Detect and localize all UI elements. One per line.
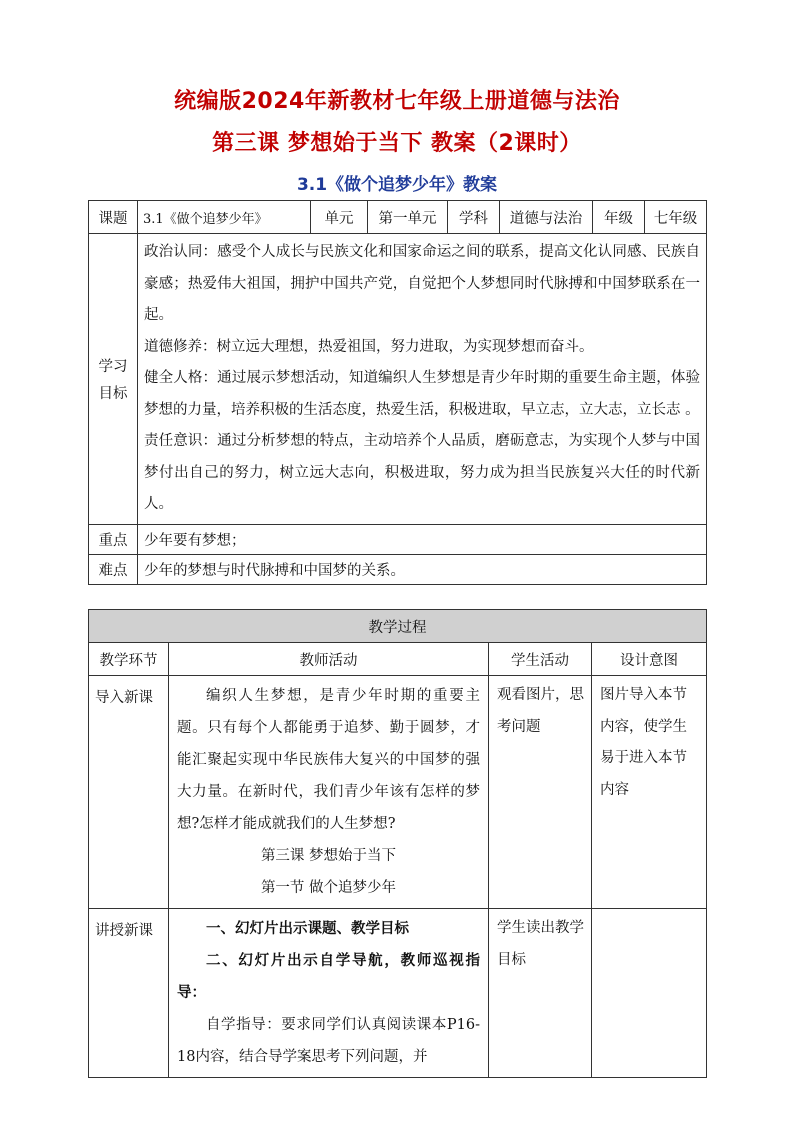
teaching-process-table [88, 609, 707, 1078]
info-header-row [89, 201, 707, 234]
doc-title: 统编版2024年新教材七年级上册道德与法治 [174, 89, 620, 114]
key-point-row [89, 524, 707, 554]
student-activity-intro: 观看图片，思考问题 [489, 676, 592, 909]
goal-personality: 健全人格：通过展示梦想活动，知道编织人生梦想是青少年时期的重要生命主题，体验梦想的力量，培养积极的生活态度，热爱生活，积极进取，早立志，立大志，立长志 。 [144, 370, 700, 418]
intro-lesson-line: 第三课 梦想始于当下 [260, 848, 397, 864]
key-point-value: 少年要有梦想； [138, 524, 707, 554]
goals-content [138, 234, 707, 525]
goal-political: 政治认同：感受个人成长与民族文化和国家命运之间的联系，提高文化认同感、民族自豪感；热爱伟大祖国，拥护中国共产党，自觉把个人梦想同时代脉搏和中国梦联系在一起。 [144, 244, 700, 323]
process-row-intro [89, 676, 707, 909]
teacher-activity-lecture [169, 909, 489, 1078]
lesson-title: 第三课 梦想始于当下 教案（2课时） [212, 131, 582, 156]
lecture-step-2: 二、幻灯片出示自学导航，教师巡视指导： [177, 952, 480, 1001]
subject-value: 道德与法治 [500, 201, 593, 234]
goals-label [89, 234, 138, 525]
process-header-row [89, 643, 707, 676]
process-banner-row [89, 610, 707, 643]
lecture-self-study: 自学指导：要求同学们认真阅读课本P16-18内容，结合导学案思考下列问题，并 [177, 1017, 480, 1065]
process-row-lecture [89, 909, 707, 1078]
lesson-info-table [88, 200, 707, 585]
goal-responsibility: 责任意识：通过分析梦想的特点，主动培养个人品质，磨砺意志，为实现个人梦与中国梦付出自己的努力，树立远大志向，积极进取，努力成为担当民族复兴大任的时代新人。 [144, 433, 700, 512]
intro-paragraph: 编织人生梦想，是青少年时期的重要主题。只有每个人都能勇于追梦、勤于圆梦，才能汇聚起实现中华民族伟大复兴的中国梦的强大力量。在新时代，我们青少年该有怎样的梦想?怎样才能成就我们的人生梦想? [177, 688, 480, 832]
difficulty-value: 少年的梦想与时代脉搏和中国梦的关系。 [138, 554, 707, 584]
section-title: 3.1《做个追梦少年》教案 [296, 175, 498, 195]
intro-section-line: 第一节 做个追梦少年 [260, 880, 397, 896]
goal-moral: 道德修养：树立远大理想，热爱祖国，努力进取，为实现梦想而奋斗。 [144, 338, 594, 355]
topic-value: 3.1《做个追梦少年》 [138, 201, 311, 234]
difficulty-row [89, 554, 707, 584]
unit-label: 单元 [311, 201, 368, 234]
grade-label: 年级 [593, 201, 645, 234]
student-activity-lecture: 学生读出教学目标 [489, 909, 592, 1078]
unit-value: 第一单元 [368, 201, 448, 234]
header-teacher: 教师活动 [169, 643, 489, 676]
design-intent-intro: 图片导入本节内容，使学生易于进入本节内容 [592, 676, 707, 909]
goals-row [89, 234, 707, 525]
header-student: 学生活动 [489, 643, 592, 676]
process-banner: 教学过程 [89, 610, 707, 643]
grade-value: 七年级 [645, 201, 707, 234]
header-intent: 设计意图 [592, 643, 707, 676]
lecture-step-1: 一、幻灯片出示课题、教学目标 [206, 920, 409, 937]
goals-label-line1: 学习 [98, 358, 128, 375]
key-point-label: 重点 [89, 524, 138, 554]
teacher-activity-intro [169, 676, 489, 909]
stage-lecture: 讲授新课 [89, 909, 169, 1078]
subject-label: 学科 [448, 201, 500, 234]
difficulty-label: 难点 [89, 554, 138, 584]
design-intent-lecture [592, 909, 707, 1078]
topic-label: 课题 [89, 201, 138, 234]
goals-label-line2: 目标 [98, 385, 128, 402]
stage-intro: 导入新课 [89, 676, 169, 909]
header-stage: 教学环节 [89, 643, 169, 676]
